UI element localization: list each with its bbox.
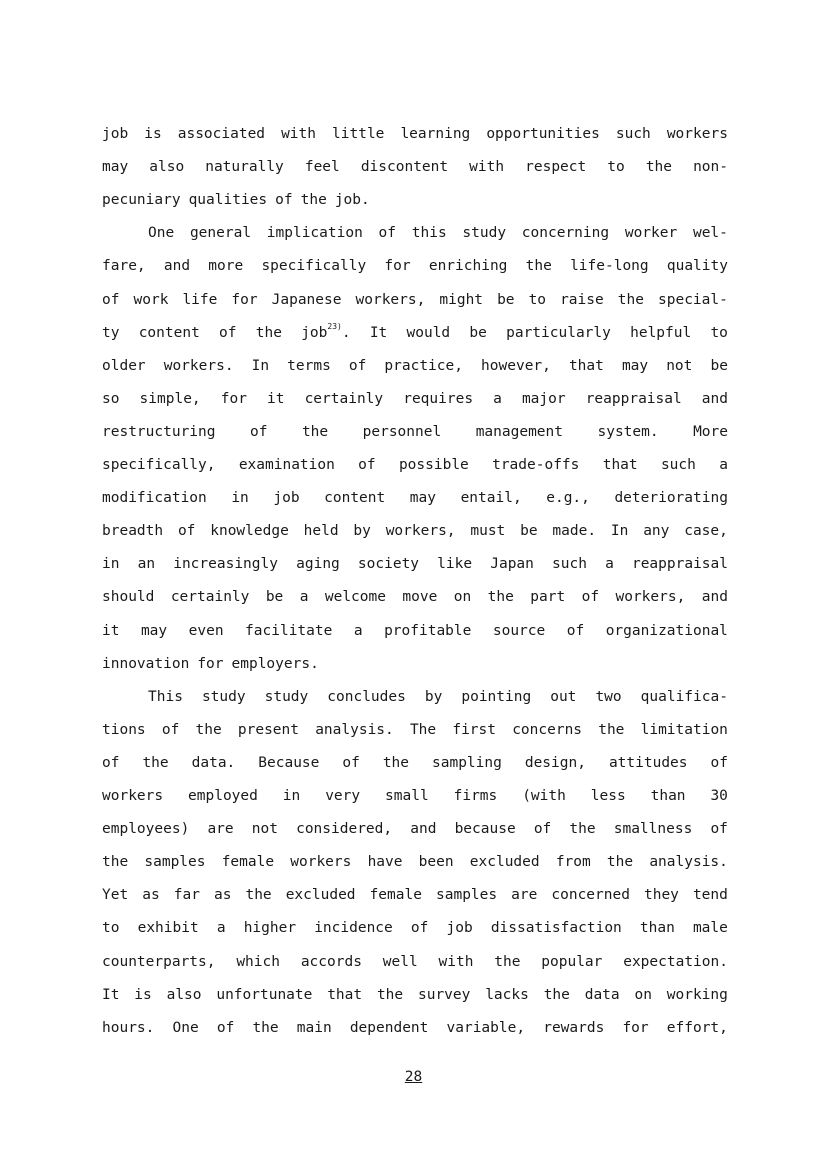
text-line: restructuring of the personnel management system. More [102, 423, 728, 440]
text-line: specifically, examination of possible trade-offs that such a [102, 457, 728, 473]
text-line: ty content of the job$^{23)}$. It would be particularly helpful to [102, 321, 728, 341]
text-line: counterparts, which accords well with the popular expectation. [102, 953, 728, 970]
text-line: One general implication of this study concerning worker wel- [148, 225, 728, 242]
text-line: it may even facilitate a profitable source of organizational [102, 622, 728, 639]
text-line: It is also unfortunate that the survey lacks the data on working [102, 986, 728, 1003]
text-line: tions of the present analysis. The first concerns the limitation [102, 721, 728, 738]
text-line: in an increasingly aging society like Japan such a reappraisal [102, 556, 728, 573]
text-line: Yet as far as the excluded female samples are concerned they tend [102, 887, 728, 904]
text-line: older workers. In terms of practice, however, that may not be [102, 357, 728, 374]
text-line: This study study concludes by pointing out two qualifica- [148, 688, 728, 705]
text-line: innovation for employers. [102, 655, 319, 672]
text-line: hours. One of the main dependent variable, rewards for effort, [102, 1019, 728, 1036]
text-line: may also naturally feel discontent with respect to the non- [102, 159, 728, 176]
text-line: should certainly be a welcome move on the part of workers, and [102, 589, 728, 606]
text-line: fare, and more specifically for enriching the life-long quality [102, 258, 728, 275]
text-line: workers employed in very small firms (with less than 30 [102, 788, 728, 804]
text-line: so simple, for it certainly requires a major reappraisal and [102, 390, 728, 407]
page-number: 28 [404, 1069, 423, 1085]
text-line: of the data. Because of the sampling design, attitudes of [102, 754, 728, 771]
text-line: the samples female workers have been excluded from the analysis. [102, 854, 728, 871]
text-line: pecuniary qualities of the job. [102, 192, 370, 209]
text-line: of work life for Japanese workers, might be to raise the special- [102, 291, 728, 308]
text-line: to exhibit a higher incidence of job dissatisfaction than male [102, 920, 728, 937]
text-line: modification in job content may entail, e.g., deteriorating [102, 490, 728, 507]
text-line: breadth of knowledge held by workers, must be made. In any case, [102, 523, 728, 540]
text-line: job is associated with little learning opportunities such workers [102, 126, 728, 142]
text-line: employees) are not considered, and because of the smallness of [102, 821, 728, 838]
